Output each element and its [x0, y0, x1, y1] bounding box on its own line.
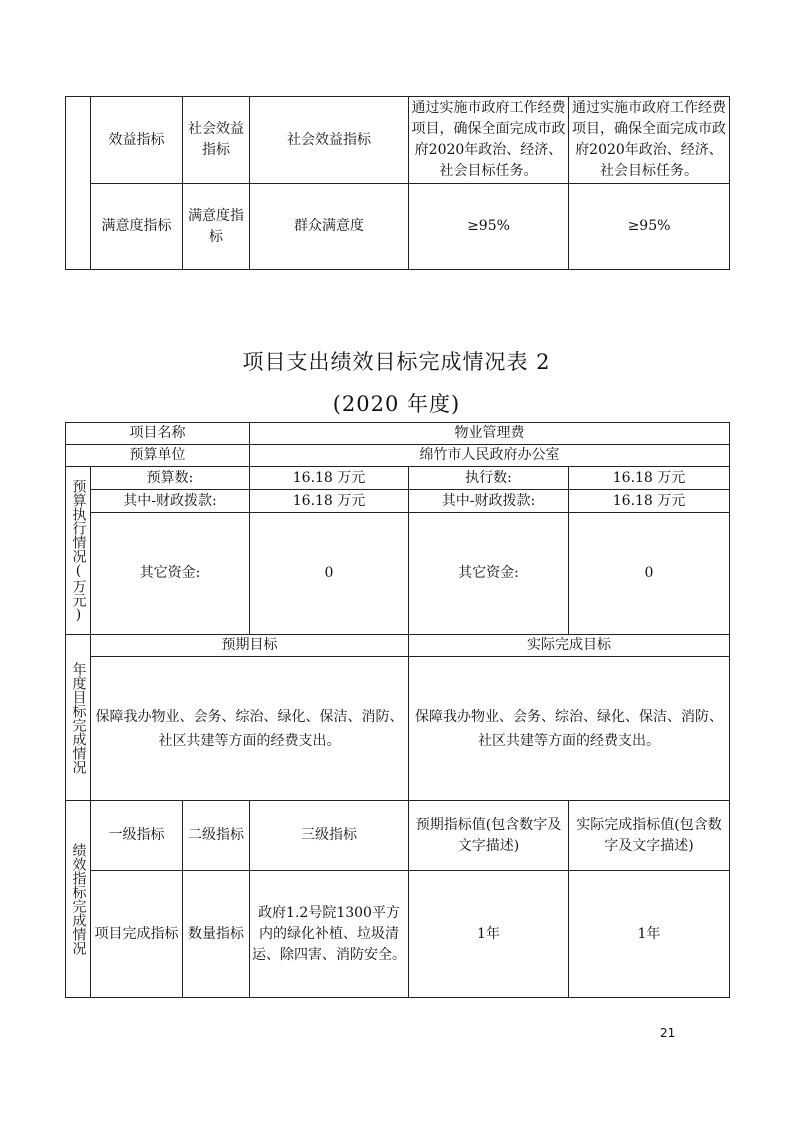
page-title: 项目支出绩效目标完成情况表 2 — [242, 350, 551, 374]
level2-cell: 社会效益指标 — [183, 97, 250, 184]
budget-section-label: 预算执行情况(万元) — [66, 467, 91, 635]
top-continuation-table — [65, 96, 730, 270]
level1-cell: 满意度指标 — [91, 184, 183, 270]
header-level3: 三级指标 — [250, 801, 409, 871]
annual-section-label: 年度目标完成情况 — [66, 635, 91, 801]
header-level2: 二级指标 — [183, 801, 250, 871]
other-funds-value: 0 — [250, 513, 409, 635]
header-planned: 预期指标值(包含数字及文字描述) — [409, 801, 569, 871]
performance-table — [65, 422, 730, 998]
level1-cell: 效益指标 — [91, 97, 183, 184]
page-subtitle: (2020 年度) — [332, 392, 461, 416]
fiscal-exec-value: 16.18 万元 — [569, 490, 730, 513]
level1-cell: 项目完成指标 — [91, 871, 183, 998]
fiscal-exec-label: 其中-财政拨款: — [409, 490, 569, 513]
project-name-value: 物业管理费 — [250, 423, 730, 445]
planned-value-cell: 通过实施市政府工作经费项目，确保全面完成市政府2020年政治、经济、社会目标任务。 — [409, 97, 569, 184]
page-number: 21 — [660, 1026, 676, 1040]
actual-value-cell: 1年 — [569, 871, 730, 998]
planned-value-cell: ≥95% — [409, 184, 569, 270]
budget-value: 16.18 万元 — [250, 467, 409, 490]
level3-cell: 群众满意度 — [250, 184, 409, 270]
level2-cell: 数量指标 — [183, 871, 250, 998]
actual-value-cell: ≥95% — [569, 184, 730, 270]
section-cell — [66, 97, 91, 270]
executed-value: 16.18 万元 — [569, 467, 730, 490]
other-funds-exec-value: 0 — [569, 513, 730, 635]
fiscal-value: 16.18 万元 — [250, 490, 409, 513]
header-actual: 实际完成指标值(包含数字及文字描述) — [569, 801, 730, 871]
actual-goal-label: 实际完成目标 — [409, 635, 730, 657]
budget-label: 预算数: — [91, 467, 250, 490]
other-funds-label: 其它资金: — [91, 513, 250, 635]
budget-unit-label: 预算单位 — [66, 445, 250, 467]
other-funds-exec-label: 其它资金: — [409, 513, 569, 635]
budget-unit-value: 绵竹市人民政府办公室 — [250, 445, 730, 467]
executed-label: 执行数: — [409, 467, 569, 490]
project-name-label: 项目名称 — [66, 423, 250, 445]
level3-cell: 社会效益指标 — [250, 97, 409, 184]
actual-value-cell: 通过实施市政府工作经费项目，确保全面完成市政府2020年政治、经济、社会目标任务。 — [569, 97, 730, 184]
actual-goal-text: 保障我办物业、会务、综治、绿化、保洁、消防、社区共建等方面的经费支出。 — [409, 657, 730, 801]
level3-cell: 政府1.2号院1300平方内的绿化补植、垃圾清运、除四害、消防安全。 — [250, 871, 409, 998]
planned-value-cell: 1年 — [409, 871, 569, 998]
perf-section-label: 绩效指标完成情况 — [66, 801, 91, 998]
planned-goal-label: 预期目标 — [91, 635, 409, 657]
planned-goal-text: 保障我办物业、会务、综治、绿化、保洁、消防、社区共建等方面的经费支出。 — [91, 657, 409, 801]
fiscal-label: 其中-财政拨款: — [91, 490, 250, 513]
level2-cell: 满意度指标 — [183, 184, 250, 270]
header-level1: 一级指标 — [91, 801, 183, 871]
